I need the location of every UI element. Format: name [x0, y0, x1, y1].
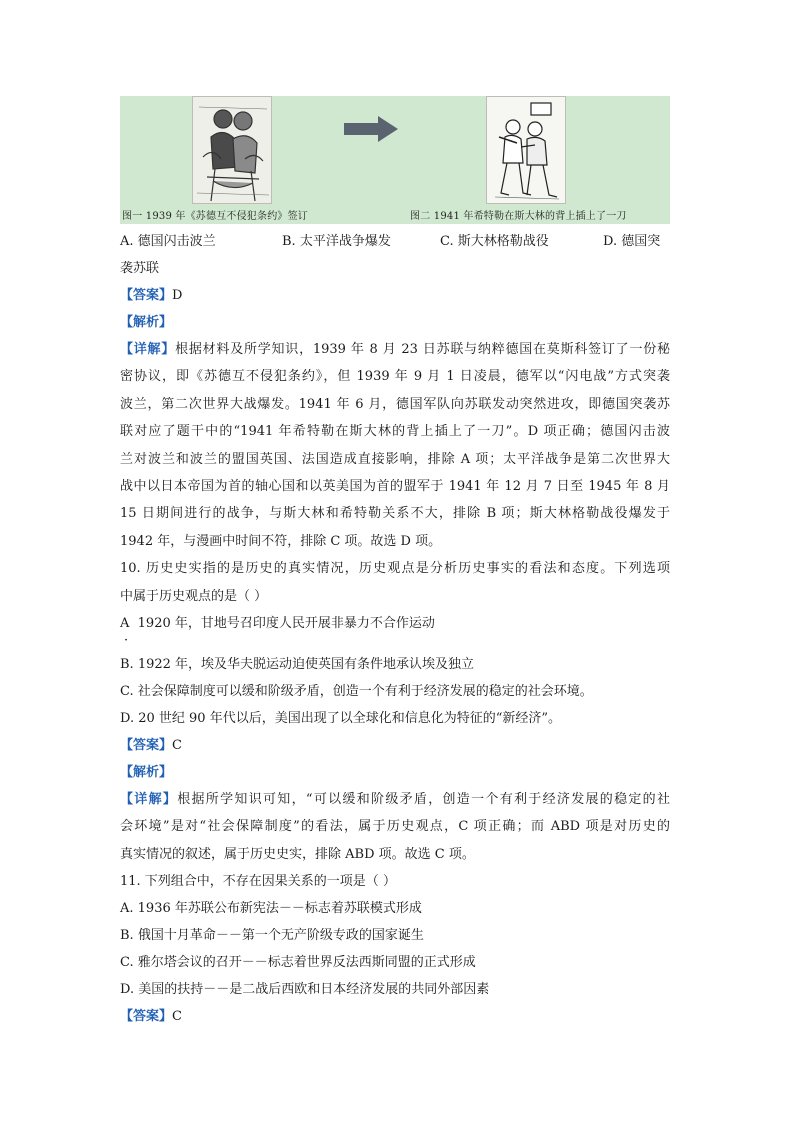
answer-label: 【答案】: [120, 1009, 173, 1025]
detail-line: 波兰，第二次世界大战爆发。1941 年 6 月，德国军队向苏联发动突然进攻，即德国突袭苏: [120, 396, 670, 412]
q10-option-d: D. 20 世纪 90 年代以后，美国出现了以全球化和信息化为特征的“新经济”。: [120, 711, 561, 727]
detail-label: 【详解】: [120, 342, 176, 357]
q10-analysis-heading: [120, 759, 670, 786]
q10-option-c: C. 社会保障制度可以缓和阶级矛盾，创造一个有利于经济发展的稳定的社会环境。: [120, 684, 593, 700]
detail-line: 战中以日本帝国为首的轴心国和以英美国为首的盟军于 1941 年 12 月 7 日至 1945 年 8 月: [120, 479, 670, 495]
answer-value: C: [172, 738, 182, 754]
answer-label: 【答案】: [120, 288, 173, 303]
q10-option-b: B. 1922 年，埃及华夫脱运动迫使英国有条件地承认埃及独立: [120, 657, 475, 673]
stem-line: 中属于历史观点的是（ ）: [120, 588, 268, 604]
q9-detail: [120, 336, 670, 555]
q9-option-c: C. 斯大林格勒战役: [440, 234, 549, 249]
detail-line: 1942 年，与漫画中时间不符，排除 C 项。故选 D 项。: [120, 533, 442, 549]
cartoon-figure: [120, 96, 670, 224]
cartoon-image-1941: [486, 96, 566, 204]
q10-stem: [120, 555, 670, 610]
q11-option-c: C. 雅尔塔会议的召开－－标志着世界反法西斯同盟的正式形成: [120, 955, 476, 971]
analysis-label: 【解析】: [120, 765, 173, 781]
q9-option-d-wrap: 袭苏联: [120, 261, 160, 276]
detail-line: 兰对波兰和波兰的盟国英国、法国造成直接影响，排除 A 项；太平洋战争是第二次世界大: [120, 451, 670, 467]
detail-line: 联对应了题干中的“1941 年希特勒在斯大林的背上插上了一刀”。D 项正确；德国闪击波: [120, 424, 670, 440]
q9-analysis-heading: [120, 309, 670, 336]
stem-line: 10. 历史史实指的是历史的真实情况，历史观点是分析历史事实的看法和态度。下列选项: [120, 561, 670, 577]
q10-option-a-dot: ·: [124, 633, 129, 649]
detail-line: 【详解】根据材料及所学知识，1939 年 8 月 23 日苏联与纳粹德国在莫斯科签订了一份秘: [120, 342, 670, 357]
caption-right: 图二 1941 年希特勒在斯大林的背上插上了一刀: [410, 211, 627, 222]
analysis-label: 【解析】: [120, 315, 173, 330]
q9-option-b: B. 太平洋战争爆发: [282, 234, 391, 249]
q10-answer: [120, 732, 670, 759]
q11-option-a: A. 1936 年苏联公布新宪法－－标志着苏联模式形成: [120, 901, 422, 917]
answer-value: D: [172, 288, 183, 303]
detail-label: 【详解】: [120, 792, 178, 808]
detail-line: 15 日期间进行的战争，与斯大林和希特勒关系不大，排除 B 项；斯大林格勒战役爆发于: [120, 506, 670, 522]
detail-line: 密协议，即《苏德互不侵犯条约》，但 1939 年 9 月 1 日凌晨，德军以“闪电战”方式突袭: [120, 369, 670, 385]
q11-option-d: D. 美国的扶持－－是二战后西欧和日本经济发展的共同外部因素: [120, 982, 490, 998]
detail-line: 【详解】根据所学知识可知，“可以缓和阶级矛盾，创造一个有利于经济发展的稳定的社: [120, 792, 670, 808]
q11-stem: 11. 下列组合中，不存在因果关系的一项是（ ）: [120, 874, 396, 890]
q11-option-b: B. 俄国十月革命－－第一个无产阶级专政的国家诞生: [120, 928, 424, 944]
caption-left: 图一 1939 年《苏德互不侵犯条约》签订: [122, 211, 309, 222]
q9-answer: [120, 282, 670, 309]
document-page: [120, 96, 670, 1030]
q10-option-a: A 1920 年，甘地号召印度人民开展非暴力不合作运动: [120, 616, 435, 632]
q11-answer: [120, 1003, 670, 1030]
answer-value: C: [172, 1009, 182, 1025]
q9-options: [120, 228, 670, 255]
q9-option-d: D. 德国突: [603, 234, 661, 249]
detail-line: 真实情况的叙述，属于历史史实，排除 ABD 项。故选 C 项。: [120, 846, 475, 862]
q10-detail: [120, 786, 670, 868]
arrow-right-icon: [344, 116, 398, 142]
detail-line: 会环境”是对“社会保障制度”的看法，属于历史观点，C 项正确；而 ABD 项是对历史的: [120, 819, 670, 835]
q9-option-a: A. 德国闪击波兰: [120, 234, 216, 249]
cartoon-image-1939: [192, 96, 272, 204]
answer-label: 【答案】: [120, 738, 173, 754]
